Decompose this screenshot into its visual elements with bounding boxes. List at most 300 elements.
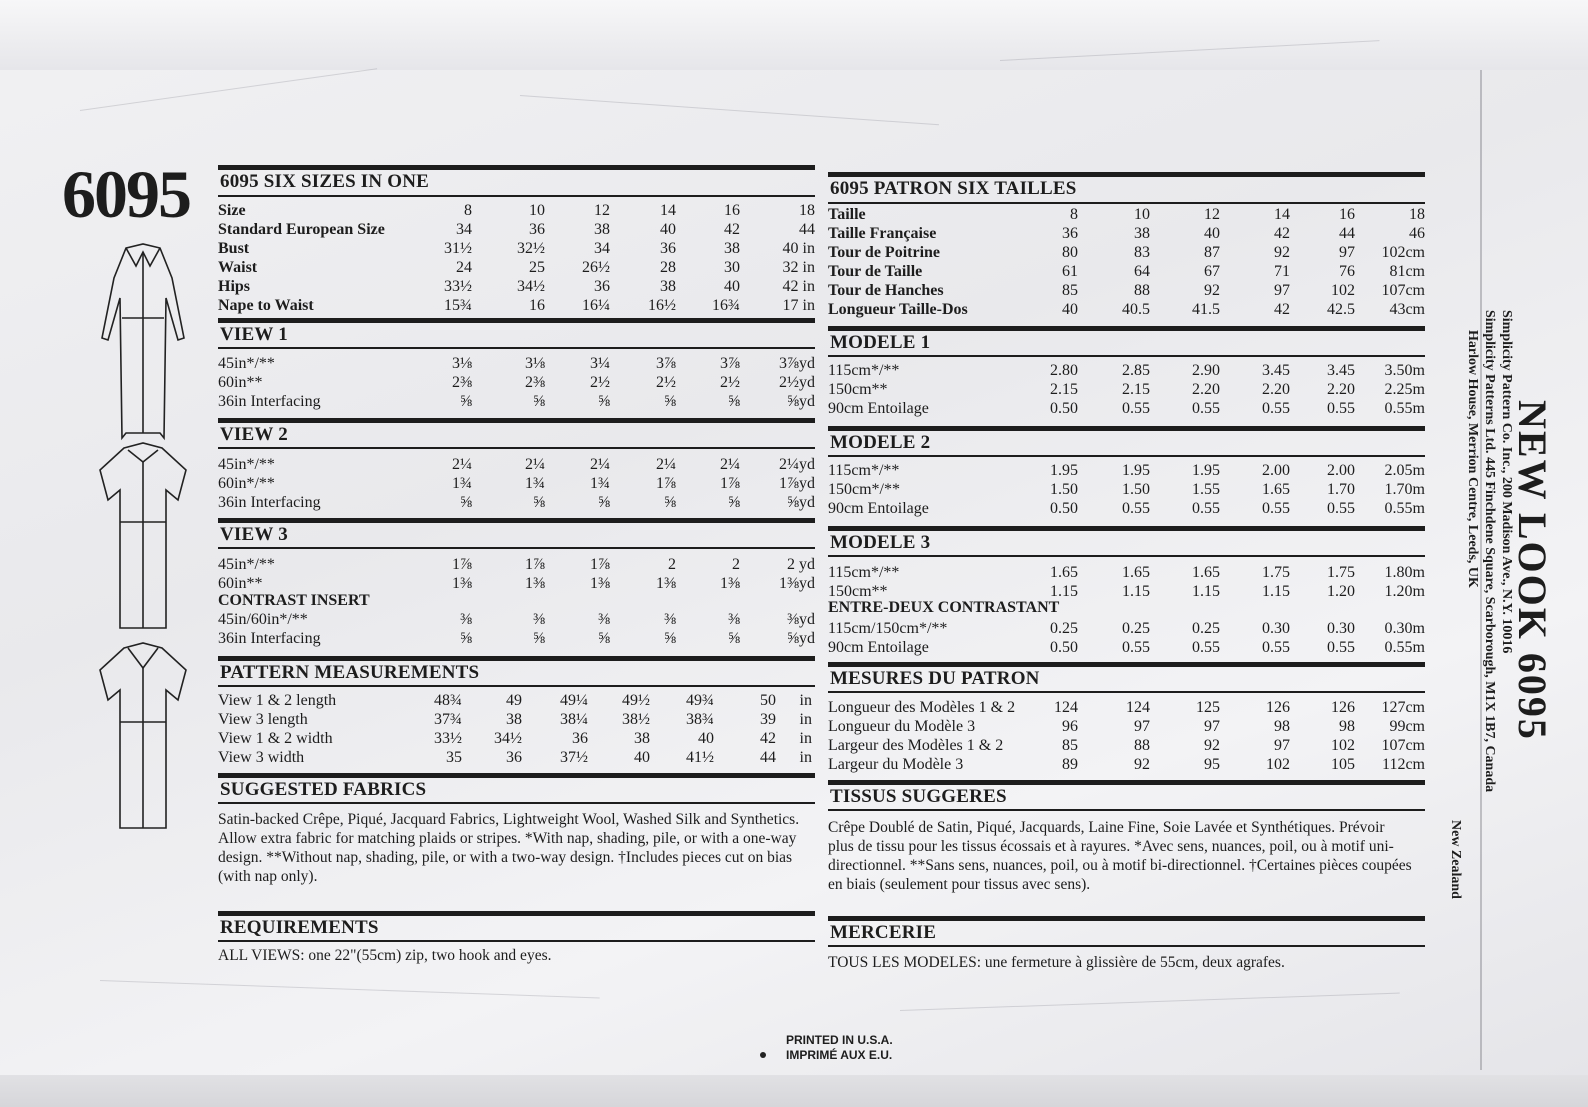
row-value: 85 — [1062, 737, 1078, 754]
row-label: 150cm*/** — [828, 481, 900, 498]
row-value: in — [799, 692, 812, 709]
section-rule — [828, 326, 1425, 331]
row-value: 89 — [1062, 756, 1078, 773]
row-value: 38 — [724, 240, 740, 257]
row-value: ⅝yd — [787, 494, 815, 511]
row-value: 12 — [594, 202, 610, 219]
row-value: 0.55m — [1384, 639, 1425, 656]
row-value: 38 — [594, 221, 610, 238]
row-value: 1.65 — [1262, 481, 1290, 498]
envelope-top-flap — [0, 0, 1588, 70]
row-value: ⅝ — [598, 393, 610, 410]
row-value: 97 — [1274, 282, 1290, 299]
row-value: 38 — [1134, 225, 1150, 242]
section-title-rule — [828, 555, 1425, 557]
row-value: ⅝ — [533, 494, 545, 511]
row-label: 115cm*/** — [828, 462, 900, 479]
row-value: 41.5 — [1192, 301, 1220, 318]
dress-sketches — [88, 238, 198, 1058]
side-address-3: Harlow House, Merrion Centre, Leeds, UK — [1465, 330, 1480, 588]
row-value: 2¼ — [525, 456, 545, 473]
row-value: 2½ — [720, 374, 740, 391]
side-brand: NEW LOOK 6095 — [1510, 400, 1555, 741]
row-value: 1¾ — [525, 475, 545, 492]
row-value: ⅜yd — [787, 611, 815, 628]
row-label: 90cm Entoilage — [828, 400, 929, 417]
row-value: 97 — [1339, 244, 1355, 261]
row-value: 36 — [594, 278, 610, 295]
row-value: ⅜ — [460, 611, 472, 628]
row-value: 38¼ — [560, 711, 588, 728]
row-value: 0.55 — [1327, 500, 1355, 517]
row-value: 48¾ — [434, 692, 462, 709]
row-label: 60in** — [218, 575, 263, 592]
row-value: ⅝yd — [787, 630, 815, 647]
row-value: 76 — [1339, 263, 1355, 280]
row-value: 3⅞yd — [779, 355, 815, 372]
row-value: ⅜ — [598, 611, 610, 628]
row-value: 40 — [1204, 225, 1220, 242]
row-value: 1.20 — [1327, 583, 1355, 600]
row-value: 46 — [1409, 225, 1425, 242]
row-value: 18 — [1409, 206, 1425, 223]
printed-line-1: PRINTED IN U.S.A. — [786, 1033, 893, 1047]
row-value: 96 — [1062, 718, 1078, 735]
section-title-rule — [828, 691, 1425, 693]
row-value: ⅝ — [728, 630, 740, 647]
row-value: 14 — [660, 202, 676, 219]
row-value: 99cm — [1389, 718, 1425, 735]
row-value: 2¼ — [720, 456, 740, 473]
row-value: 2.80 — [1050, 362, 1078, 379]
row-value: ⅝ — [664, 393, 676, 410]
row-value: 0.50 — [1050, 400, 1078, 417]
row-value: 14 — [1274, 206, 1290, 223]
section-title-rule — [828, 355, 1425, 357]
mercerie-text: TOUS LES MODELES: une fermeture à glissière de 55cm, deux agrafes. — [828, 954, 1285, 971]
row-value: 107cm — [1381, 282, 1425, 299]
row-value: 127cm — [1381, 699, 1425, 716]
row-value: 2¼ — [590, 456, 610, 473]
side-address-4: New Zealand — [1448, 820, 1463, 899]
row-value: ⅜ — [533, 611, 545, 628]
row-value: 1.20m — [1384, 583, 1425, 600]
row-value: 1.70m — [1384, 481, 1425, 498]
paper-crease — [520, 95, 939, 125]
row-value: 0.30 — [1327, 620, 1355, 637]
row-label: 115cm*/** — [828, 564, 900, 581]
row-value: 1.65 — [1192, 564, 1220, 581]
row-value: 49½ — [622, 692, 650, 709]
row-value: 2.20 — [1192, 381, 1220, 398]
row-value: 1⅜ — [590, 575, 610, 592]
row-value: 1⅞ — [452, 556, 472, 573]
row-value: 98 — [1339, 718, 1355, 735]
row-value: 2⅜ — [452, 374, 472, 391]
row-value: 97 — [1134, 718, 1150, 735]
row-value: 28 — [660, 259, 676, 276]
row-value: 40 — [724, 278, 740, 295]
row-value: 87 — [1204, 244, 1220, 261]
section-title: MESURES DU PATRON — [830, 668, 1040, 689]
row-value: 1.15 — [1262, 583, 1290, 600]
row-value: 3¼ — [590, 355, 610, 372]
row-label: 150cm** — [828, 381, 888, 398]
row-value: 125 — [1196, 699, 1220, 716]
row-label: Longueur des Modèles 1 & 2 — [828, 699, 1016, 716]
section-title: PATTERN MEASUREMENTS — [220, 662, 480, 683]
row-value: ⅝ — [598, 630, 610, 647]
row-value: 3.45 — [1327, 362, 1355, 379]
section-title-rule — [218, 940, 815, 942]
row-value: 49¼ — [560, 692, 588, 709]
row-value: 1.15 — [1050, 583, 1078, 600]
row-value: 1.75 — [1327, 564, 1355, 581]
row-label: Taille Française — [828, 225, 937, 242]
row-value: 97 — [1204, 718, 1220, 735]
row-value: 1.70 — [1327, 481, 1355, 498]
row-value: 0.55 — [1122, 400, 1150, 417]
row-label: Hips — [218, 278, 251, 295]
section-title: MODELE 3 — [830, 532, 931, 553]
row-value: 3.50m — [1384, 362, 1425, 379]
row-value: in — [799, 711, 812, 728]
row-value: 1.15 — [1122, 583, 1150, 600]
row-value: 8 — [464, 202, 472, 219]
section-title: SUGGESTED FABRICS — [220, 779, 427, 800]
row-value: ⅝ — [460, 494, 472, 511]
row-value: 0.25 — [1050, 620, 1078, 637]
row-value: 2½yd — [779, 374, 815, 391]
title-rule — [828, 202, 1425, 204]
row-value: 0.25 — [1122, 620, 1150, 637]
row-value: 1⅞ — [720, 475, 740, 492]
row-value: 2.20 — [1262, 381, 1290, 398]
row-value: in — [799, 730, 812, 747]
row-label: Tour de Hanches — [828, 282, 944, 299]
row-value: 1.95 — [1122, 462, 1150, 479]
row-value: 0.55 — [1192, 400, 1220, 417]
row-value: 16 — [724, 202, 740, 219]
row-value: 2.15 — [1050, 381, 1078, 398]
row-value: 1.50 — [1050, 481, 1078, 498]
row-value: 126 — [1266, 699, 1290, 716]
row-value: 2 — [668, 556, 676, 573]
row-value: 40 in — [782, 240, 815, 257]
row-value: ⅝ — [664, 494, 676, 511]
section-title: VIEW 3 — [220, 524, 288, 545]
row-value: ⅝ — [533, 630, 545, 647]
section-title: MERCERIE — [830, 922, 937, 943]
row-value: 16½ — [648, 297, 676, 314]
row-value: 34 — [594, 240, 610, 257]
row-value: 95 — [1204, 756, 1220, 773]
row-value: 50 — [760, 692, 776, 709]
row-label: 45in/60in*/** — [218, 611, 308, 628]
row-value: 0.25 — [1192, 620, 1220, 637]
section-rule — [828, 526, 1425, 531]
row-value: 12 — [1204, 206, 1220, 223]
section-title-rule — [218, 802, 815, 804]
row-value: 1.95 — [1050, 462, 1078, 479]
row-value: 40 — [1062, 301, 1078, 318]
row-value: 18 — [799, 202, 815, 219]
envelope-bottom-flap — [0, 1075, 1588, 1107]
row-value: ⅝ — [728, 393, 740, 410]
row-value: ⅝ — [598, 494, 610, 511]
section-rule — [828, 426, 1425, 431]
row-value: 102 — [1331, 737, 1355, 754]
row-value: 15¾ — [444, 297, 472, 314]
row-label: 115cm/150cm*/** — [828, 620, 948, 637]
row-label: Largeur des Modèles 1 & 2 — [828, 737, 1004, 754]
section-title-rule — [828, 455, 1425, 457]
row-value: 2.05m — [1384, 462, 1425, 479]
row-value: ⅝ — [728, 494, 740, 511]
row-value: 1.75 — [1262, 564, 1290, 581]
view3-sketch — [100, 643, 186, 828]
section-title: REQUIREMENTS — [220, 917, 379, 938]
row-value: 1.95 — [1192, 462, 1220, 479]
section-rule — [828, 662, 1425, 667]
row-value: 31½ — [444, 240, 472, 257]
row-value: 2.00 — [1327, 462, 1355, 479]
bullet-dot — [760, 1052, 766, 1058]
row-value: 1⅜ — [452, 575, 472, 592]
row-value: 1⅜ — [720, 575, 740, 592]
row-value: 2.85 — [1122, 362, 1150, 379]
row-value: 92 — [1204, 282, 1220, 299]
row-value: 16¾ — [712, 297, 740, 314]
section-rule — [218, 418, 815, 423]
row-value: 98 — [1274, 718, 1290, 735]
row-value: 43cm — [1389, 301, 1425, 318]
row-label: View 3 width — [218, 749, 305, 766]
section-title-rule — [218, 547, 815, 549]
row-value: 40 — [634, 749, 650, 766]
row-value: 36 — [572, 730, 588, 747]
row-value: 30 — [724, 259, 740, 276]
row-value: 102cm — [1381, 244, 1425, 261]
row-value: 1⅜yd — [779, 575, 815, 592]
row-value: 1⅞yd — [779, 475, 815, 492]
row-value: 1¾ — [452, 475, 472, 492]
row-value: 36 — [529, 221, 545, 238]
row-value: 0.55 — [1327, 400, 1355, 417]
row-value: 16 — [529, 297, 545, 314]
row-value: 32 in — [782, 259, 815, 276]
row-value: 10 — [529, 202, 545, 219]
row-value: 38 — [660, 278, 676, 295]
row-value: 16¼ — [582, 297, 610, 314]
section-rule — [218, 518, 815, 523]
row-value: 92 — [1204, 737, 1220, 754]
row-value: 38½ — [622, 711, 650, 728]
row-value: 0.55 — [1327, 639, 1355, 656]
row-label: Waist — [218, 259, 258, 276]
row-label: Tour de Poitrine — [828, 244, 941, 261]
row-value: 40.5 — [1122, 301, 1150, 318]
row-value: 88 — [1134, 282, 1150, 299]
row-value: 1.50 — [1122, 481, 1150, 498]
row-value: 64 — [1134, 263, 1150, 280]
row-value: ⅝ — [460, 393, 472, 410]
section-rule — [828, 916, 1425, 921]
row-value: 0.50 — [1050, 500, 1078, 517]
row-label: Longueur du Modèle 3 — [828, 718, 976, 735]
row-value: 81cm — [1389, 263, 1425, 280]
row-value: 25 — [529, 259, 545, 276]
row-value: 38¾ — [686, 711, 714, 728]
row-value: 41½ — [686, 749, 714, 766]
section-title: MODELE 1 — [830, 332, 931, 353]
row-value: 0.55 — [1262, 639, 1290, 656]
row-value: 42 — [760, 730, 776, 747]
row-value: 42 in — [782, 278, 815, 295]
section-title-rule — [828, 945, 1425, 947]
row-value: 0.50 — [1050, 639, 1078, 656]
row-value: 32½ — [517, 240, 545, 257]
row-value: 102 — [1266, 756, 1290, 773]
row-value: 0.55 — [1192, 500, 1220, 517]
row-label: View 3 length — [218, 711, 308, 728]
row-value: 39 — [760, 711, 776, 728]
row-value: 0.30 — [1262, 620, 1290, 637]
row-value: 1⅞ — [590, 556, 610, 573]
row-value: ⅝ — [533, 393, 545, 410]
row-value: ⅝yd — [787, 393, 815, 410]
row-value: 2.90 — [1192, 362, 1220, 379]
section-title: VIEW 2 — [220, 424, 288, 445]
row-label: 90cm Entoilage — [828, 500, 929, 517]
row-value: 1¾ — [590, 475, 610, 492]
row-value: 44 — [760, 749, 776, 766]
paper-crease — [900, 993, 1400, 1011]
row-value: 1⅜ — [656, 575, 676, 592]
row-value: 24 — [456, 259, 472, 276]
row-value: ⅝ — [460, 630, 472, 647]
row-value: 10 — [1134, 206, 1150, 223]
view1-sketch — [102, 244, 184, 438]
row-value: 107cm — [1381, 737, 1425, 754]
row-value: 40 — [660, 221, 676, 238]
row-value: 1.80m — [1384, 564, 1425, 581]
section-title-rule — [218, 685, 815, 687]
row-label: 115cm*/** — [828, 362, 900, 379]
tissus-text: Crêpe Doublé de Satin, Piqué, Jacquards, Laine Fine, Soie Lavée et Synthétiques. Prévoir plus de tissu pour les tissus écossais et à rayures. *Avec sens, nuances, poil, ou à motif uni-directionnel. **Sans sens, nuances, poil, ou à motif bi-directionnel. †Certaines pièces coupées en biais (seulement pour tissus avec sens). — [828, 819, 1412, 893]
section-title-rule — [218, 447, 815, 449]
top-rule — [828, 172, 1425, 177]
row-value: 92 — [1274, 244, 1290, 261]
row-label: Largeur du Modèle 3 — [828, 756, 964, 773]
row-value: 1.65 — [1122, 564, 1150, 581]
row-value: 1.55 — [1192, 481, 1220, 498]
panel-title: 6095 SIX SIZES IN ONE — [220, 171, 430, 192]
row-label: 60in** — [218, 374, 263, 391]
row-value: 49¾ — [686, 692, 714, 709]
section-rule — [828, 780, 1425, 785]
row-value: in — [799, 749, 812, 766]
row-value: 2½ — [656, 374, 676, 391]
row-value: 1.15 — [1192, 583, 1220, 600]
row-value: 102 — [1331, 282, 1355, 299]
row-value: 34 — [456, 221, 472, 238]
section-rule — [218, 656, 815, 661]
row-label: 36in Interfacing — [218, 494, 321, 511]
section-title: MODELE 2 — [830, 432, 931, 453]
panel-title: 6095 PATRON SIX TAILLES — [830, 178, 1077, 199]
row-label: 45in*/** — [218, 456, 275, 473]
row-value: 83 — [1134, 244, 1150, 261]
row-value: 37¾ — [434, 711, 462, 728]
row-value: 1⅞ — [525, 556, 545, 573]
section-title: TISSUS SUGGERES — [830, 786, 1007, 807]
row-label: Tour de Taille — [828, 263, 923, 280]
row-value: 44 — [799, 221, 815, 238]
printed-line-2: IMPRIMÉ AUX E.U. — [786, 1048, 893, 1062]
row-value: 124 — [1054, 699, 1078, 716]
row-value: 2¼yd — [779, 456, 815, 473]
row-label: View 1 & 2 length — [218, 692, 337, 709]
row-value: 3.45 — [1262, 362, 1290, 379]
row-value: ⅝ — [664, 630, 676, 647]
section-rule — [218, 318, 815, 323]
row-label: View 1 & 2 width — [218, 730, 333, 747]
row-value: 42.5 — [1327, 301, 1355, 318]
row-value: 0.30m — [1384, 620, 1425, 637]
row-value: 42 — [1274, 301, 1290, 318]
row-value: 40 — [698, 730, 714, 747]
title-rule — [218, 195, 815, 197]
row-value: 2.25m — [1384, 381, 1425, 398]
row-value: 0.55m — [1384, 500, 1425, 517]
row-value: 1.65 — [1050, 564, 1078, 581]
row-value: 105 — [1331, 756, 1355, 773]
row-value: 3⅞ — [656, 355, 676, 372]
row-value: 8 — [1070, 206, 1078, 223]
row-value: 38 — [506, 711, 522, 728]
row-value: 36 — [1062, 225, 1078, 242]
row-value: 37½ — [560, 749, 588, 766]
row-value: 88 — [1134, 737, 1150, 754]
row-label: Taille — [828, 206, 866, 223]
row-label: 150cm** — [828, 583, 888, 600]
row-value: 3⅛ — [525, 355, 545, 372]
row-value: 0.55m — [1384, 400, 1425, 417]
row-value: 0.55 — [1122, 639, 1150, 656]
top-rule — [218, 165, 815, 170]
row-value: ⅜ — [728, 611, 740, 628]
row-value: 33½ — [434, 730, 462, 747]
row-value: 0.55 — [1192, 639, 1220, 656]
row-value: 2½ — [590, 374, 610, 391]
side-address-2: Simplicity Patterns Ltd. 445 Finchdene Square, Scarborough, M1X 1B7, Canada — [1482, 310, 1497, 793]
row-label: 36in Interfacing — [218, 393, 321, 410]
row-label: 45in*/** — [218, 556, 275, 573]
row-value: 34½ — [494, 730, 522, 747]
row-value: 67 — [1204, 263, 1220, 280]
row-label: Bust — [218, 240, 250, 257]
row-value: 33½ — [444, 278, 472, 295]
row-value: 0.55 — [1262, 400, 1290, 417]
row-value: 38 — [634, 730, 650, 747]
row-value: 2 yd — [787, 556, 815, 573]
contrast-insert-title: CONTRAST INSERT — [218, 592, 370, 609]
view2-sketch — [100, 443, 186, 628]
section-rule — [218, 773, 815, 778]
section-title-rule — [218, 347, 815, 349]
row-value: 71 — [1274, 263, 1290, 280]
